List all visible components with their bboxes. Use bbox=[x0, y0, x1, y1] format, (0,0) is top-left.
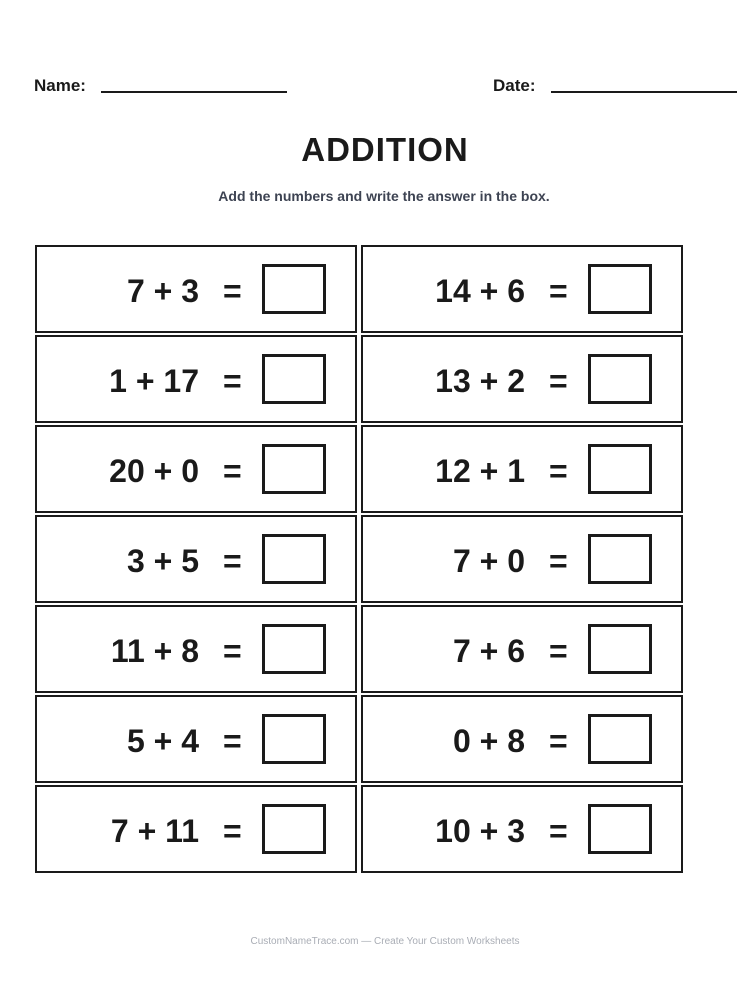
answer-box[interactable] bbox=[588, 444, 652, 494]
problem-expression: 10 + 3 bbox=[435, 813, 525, 849]
problem-expression: 0 + 8 bbox=[452, 723, 525, 759]
equals-sign: = bbox=[549, 363, 568, 399]
date-field-line[interactable] bbox=[551, 91, 737, 93]
equals-sign: = bbox=[223, 273, 242, 309]
equals-sign: = bbox=[223, 363, 242, 399]
answer-box[interactable] bbox=[588, 714, 652, 764]
equals-sign: = bbox=[549, 813, 568, 849]
problem-card bbox=[361, 785, 683, 873]
equals-sign: = bbox=[549, 633, 568, 669]
answer-box[interactable] bbox=[262, 534, 326, 584]
answer-box[interactable] bbox=[588, 624, 652, 674]
problem-expression: 12 + 1 bbox=[435, 453, 525, 489]
problem-card bbox=[35, 695, 357, 783]
problem-card bbox=[361, 515, 683, 603]
problem-expression: 20 + 0 bbox=[109, 453, 199, 489]
equals-sign: = bbox=[549, 543, 568, 579]
answer-box[interactable] bbox=[262, 714, 326, 764]
problem-card bbox=[35, 605, 357, 693]
problem-card bbox=[361, 695, 683, 783]
footer-credit: CustomNameTrace.com — Create Your Custom Worksheets bbox=[250, 936, 520, 947]
problem-expression: 7 + 0 bbox=[452, 543, 525, 579]
problem-expression: 13 + 2 bbox=[435, 363, 525, 399]
name-field-line[interactable] bbox=[101, 91, 287, 93]
answer-box[interactable] bbox=[262, 804, 326, 854]
equals-sign: = bbox=[223, 633, 242, 669]
problem-card bbox=[35, 245, 357, 333]
problem-grid bbox=[35, 245, 683, 873]
problem-expression: 5 + 4 bbox=[126, 723, 199, 759]
answer-box[interactable] bbox=[588, 354, 652, 404]
answer-box[interactable] bbox=[262, 264, 326, 314]
problem-card bbox=[361, 335, 683, 423]
answer-box[interactable] bbox=[262, 444, 326, 494]
problem-card bbox=[35, 425, 357, 513]
problem-card bbox=[361, 425, 683, 513]
equals-sign: = bbox=[223, 813, 242, 849]
name-label: Name: bbox=[34, 76, 86, 95]
problem-expression: 14 + 6 bbox=[435, 273, 525, 309]
answer-box[interactable] bbox=[262, 354, 326, 404]
problem-expression: 7 + 3 bbox=[126, 273, 199, 309]
problem-card bbox=[35, 785, 357, 873]
equals-sign: = bbox=[223, 543, 242, 579]
problem-expression: 7 + 11 bbox=[110, 813, 199, 849]
worksheet-title: ADDITION bbox=[301, 131, 469, 168]
equals-sign: = bbox=[549, 723, 568, 759]
problem-card bbox=[35, 335, 357, 423]
equals-sign: = bbox=[549, 273, 568, 309]
problem-card bbox=[361, 605, 683, 693]
problem-expression: 11 + 8 bbox=[110, 633, 199, 669]
problem-expression: 3 + 5 bbox=[126, 543, 199, 579]
worksheet-instructions: Add the numbers and write the answer in the box. bbox=[218, 188, 550, 204]
answer-box[interactable] bbox=[262, 624, 326, 674]
answer-box[interactable] bbox=[588, 804, 652, 854]
answer-box[interactable] bbox=[588, 534, 652, 584]
problem-card bbox=[35, 515, 357, 603]
problem-expression: 7 + 6 bbox=[452, 633, 525, 669]
answer-box[interactable] bbox=[588, 264, 652, 314]
equals-sign: = bbox=[223, 453, 242, 489]
date-label: Date: bbox=[493, 76, 536, 95]
equals-sign: = bbox=[223, 723, 242, 759]
equals-sign: = bbox=[549, 453, 568, 489]
problem-expression: 1 + 17 bbox=[109, 363, 199, 399]
header-fields bbox=[0, 76, 750, 100]
problem-card bbox=[361, 245, 683, 333]
